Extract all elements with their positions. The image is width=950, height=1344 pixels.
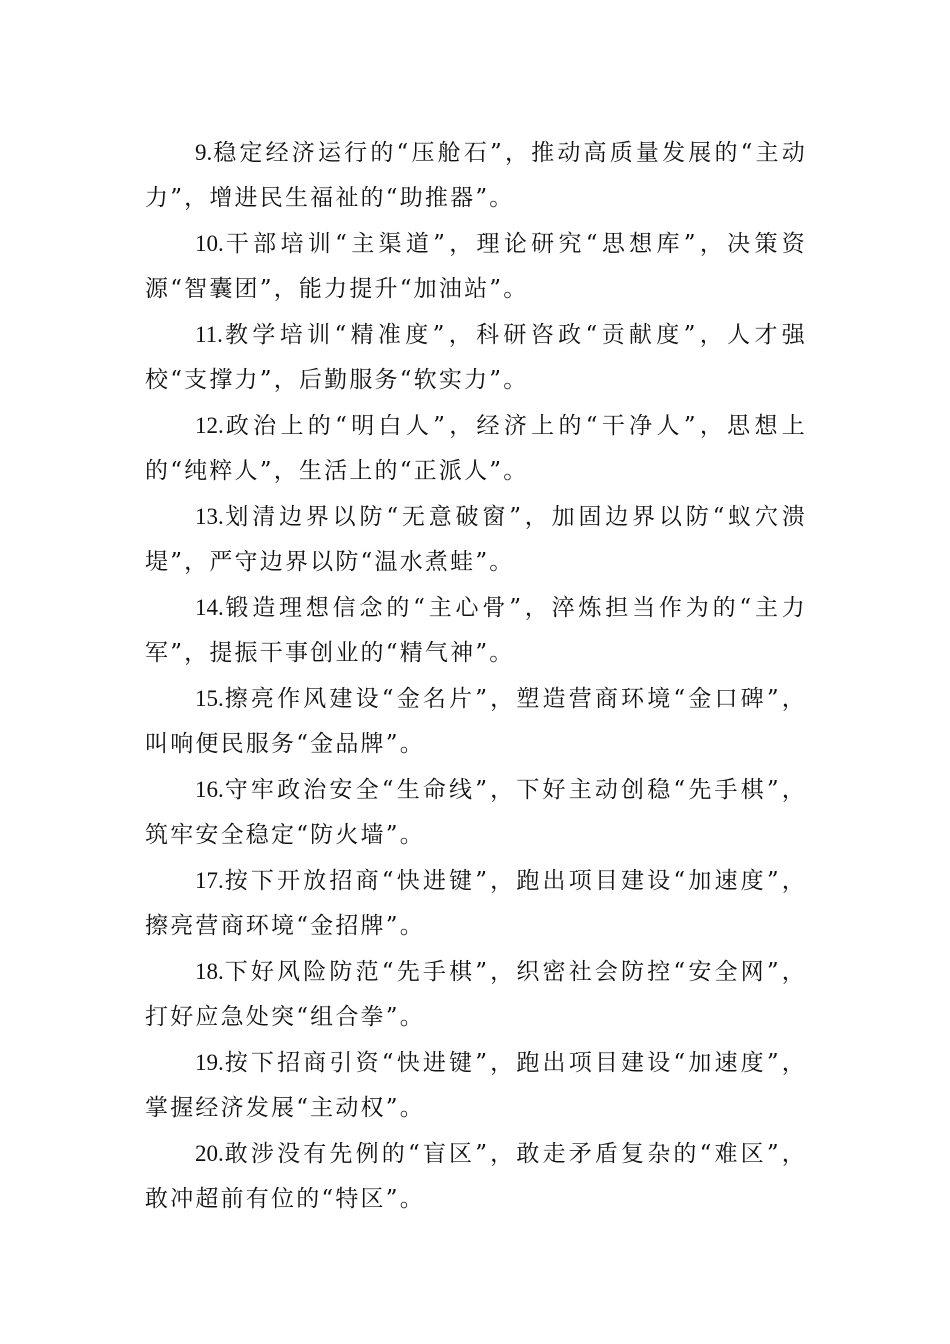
item-number: 12. bbox=[195, 413, 224, 438]
list-item bbox=[145, 676, 807, 767]
list-item bbox=[145, 494, 807, 585]
list-item bbox=[145, 767, 807, 858]
list-item bbox=[145, 949, 807, 1040]
list-item bbox=[145, 312, 807, 403]
item-text: 政治上的“明白人”，经济上的“干净人”，思想上的“纯粹人”，生活上的“正派人”。 bbox=[145, 413, 807, 484]
document-body bbox=[145, 130, 807, 1222]
item-number: 9. bbox=[195, 140, 213, 165]
item-text: 锻造理想信念的“主心骨”，淬炼担当作为的“主力军”，提振干事创业的“精气神”。 bbox=[145, 595, 807, 666]
item-number: 19. bbox=[195, 1050, 224, 1075]
item-text: 按下开放招商“快进键”，跑出项目建设“加速度”，擦亮营商环境“金招牌”。 bbox=[145, 868, 807, 939]
item-number: 14. bbox=[195, 595, 224, 620]
item-number: 17. bbox=[195, 868, 224, 893]
list-item bbox=[145, 1040, 807, 1131]
item-number: 16. bbox=[195, 777, 224, 802]
item-number: 10. bbox=[195, 231, 224, 256]
list-item bbox=[145, 1131, 807, 1222]
list-item bbox=[145, 403, 807, 494]
item-text: 稳定经济运行的“压舱石”，推动高质量发展的“主动力”，增进民生福祉的“助推器”。 bbox=[145, 140, 807, 211]
list-item bbox=[145, 858, 807, 949]
item-text: 干部培训“主渠道”，理论研究“思想库”，决策资源“智囊团”，能力提升“加油站”。 bbox=[145, 231, 807, 302]
item-number: 18. bbox=[195, 959, 224, 984]
list-item bbox=[145, 221, 807, 312]
list-item bbox=[145, 585, 807, 676]
item-text: 划清边界以防“无意破窗”，加固边界以防“蚁穴溃堤”，严守边界以防“温水煮蛙”。 bbox=[145, 504, 807, 575]
item-text: 敢涉没有先例的“盲区”，敢走矛盾复杂的“难区”，敢冲超前有位的“特区”。 bbox=[145, 1141, 807, 1212]
item-number: 11. bbox=[195, 322, 223, 347]
list-item bbox=[145, 130, 807, 221]
item-text: 按下招商引资“快进键”，跑出项目建设“加速度”，掌握经济发展“主动权”。 bbox=[145, 1050, 807, 1121]
item-text: 下好风险防范“先手棋”，织密社会防控“安全网”，打好应急处突“组合拳”。 bbox=[145, 959, 807, 1030]
item-text: 教学培训“精准度”，科研咨政“贡献度”，人才强校“支撑力”，后勤服务“软实力”。 bbox=[145, 322, 807, 393]
item-number: 15. bbox=[195, 686, 224, 711]
item-text: 擦亮作风建设“金名片”，塑造营商环境“金口碑”，叫响便民服务“金品牌”。 bbox=[145, 686, 807, 757]
item-text: 守牢政治安全“生命线”，下好主动创稳“先手棋”，筑牢安全稳定“防火墙”。 bbox=[145, 777, 807, 848]
item-number: 13. bbox=[195, 504, 224, 529]
item-number: 20. bbox=[195, 1141, 224, 1166]
